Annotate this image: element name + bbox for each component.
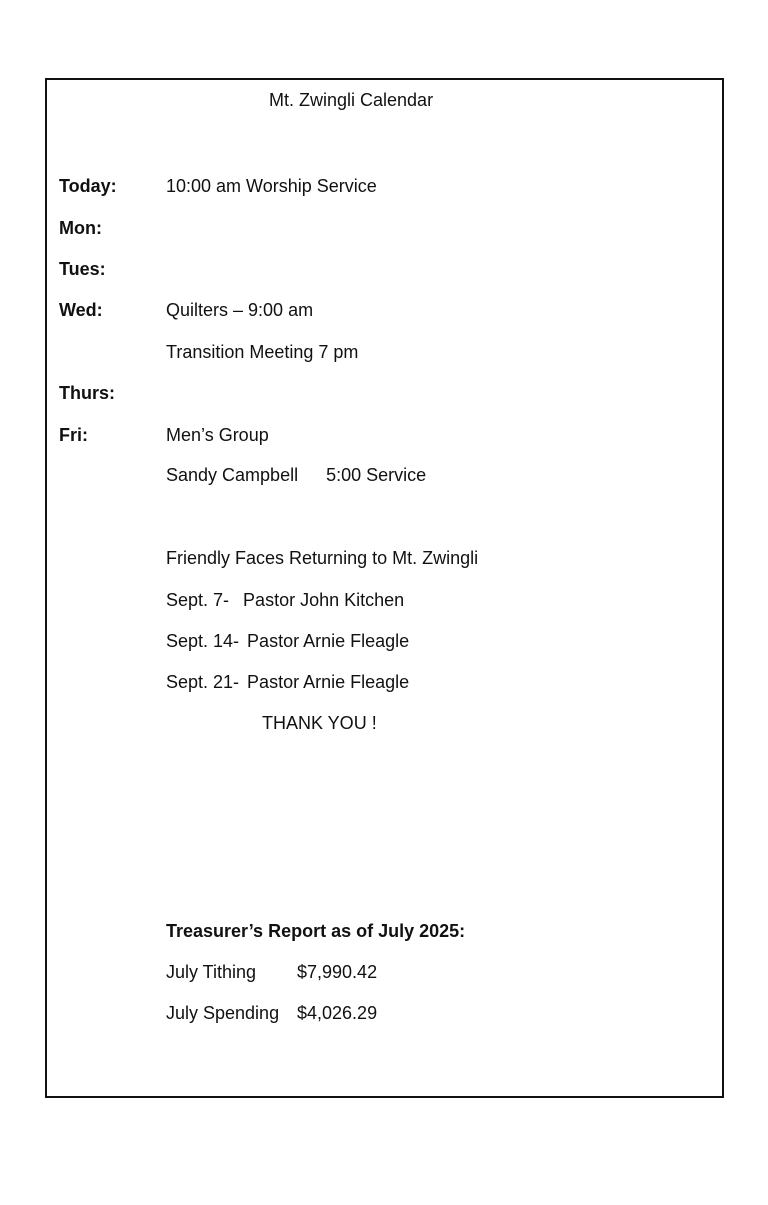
treasurer-label: July Spending xyxy=(166,1003,280,1023)
visit-date: Sept. 7- xyxy=(166,590,230,610)
event-fri-mens-group: Men’s Group xyxy=(166,425,269,445)
day-label-fri: Fri: xyxy=(59,425,88,445)
visit-pastor: Pastor Arnie Fleagle xyxy=(247,672,410,692)
day-label-tues: Tues: xyxy=(59,259,106,279)
event-fri-service-time: 5:00 Service xyxy=(326,465,427,485)
treasurer-row-tithing xyxy=(166,961,377,983)
visit-row xyxy=(166,671,409,693)
day-label-thurs: Thurs: xyxy=(59,383,115,403)
page-title: Mt. Zwingli Calendar xyxy=(269,90,434,110)
event-fri-preacher: Sandy Campbell xyxy=(166,465,299,485)
friendly-faces-heading: Friendly Faces Returning to Mt. Zwingli xyxy=(166,548,479,568)
event-fri-service-row xyxy=(166,464,426,486)
thank-you-note: THANK YOU ! xyxy=(262,713,377,733)
visit-pastor: Pastor John Kitchen xyxy=(243,590,405,610)
treasurer-row-spending xyxy=(166,1002,377,1024)
visit-pastor: Pastor Arnie Fleagle xyxy=(247,631,410,651)
visit-date: Sept. 21- xyxy=(166,672,240,692)
event-wed-quilters: Quilters – 9:00 am xyxy=(166,300,314,320)
day-label-mon: Mon: xyxy=(59,218,102,238)
treasurer-label: July Tithing xyxy=(166,962,257,982)
treasurer-amount: $7,990.42 xyxy=(297,962,378,982)
event-wed-transition-meeting: Transition Meeting 7 pm xyxy=(166,342,359,362)
visit-row xyxy=(166,630,409,652)
day-label-today: Today: xyxy=(59,176,117,196)
event-today-worship: 10:00 am Worship Service xyxy=(166,176,377,196)
visit-row xyxy=(166,589,404,611)
treasurer-amount: $4,026.29 xyxy=(297,1003,378,1023)
day-label-wed: Wed: xyxy=(59,300,103,320)
page-frame xyxy=(45,78,724,1098)
visit-date: Sept. 14- xyxy=(166,631,240,651)
treasurer-heading: Treasurer’s Report as of July 2025: xyxy=(166,921,466,941)
